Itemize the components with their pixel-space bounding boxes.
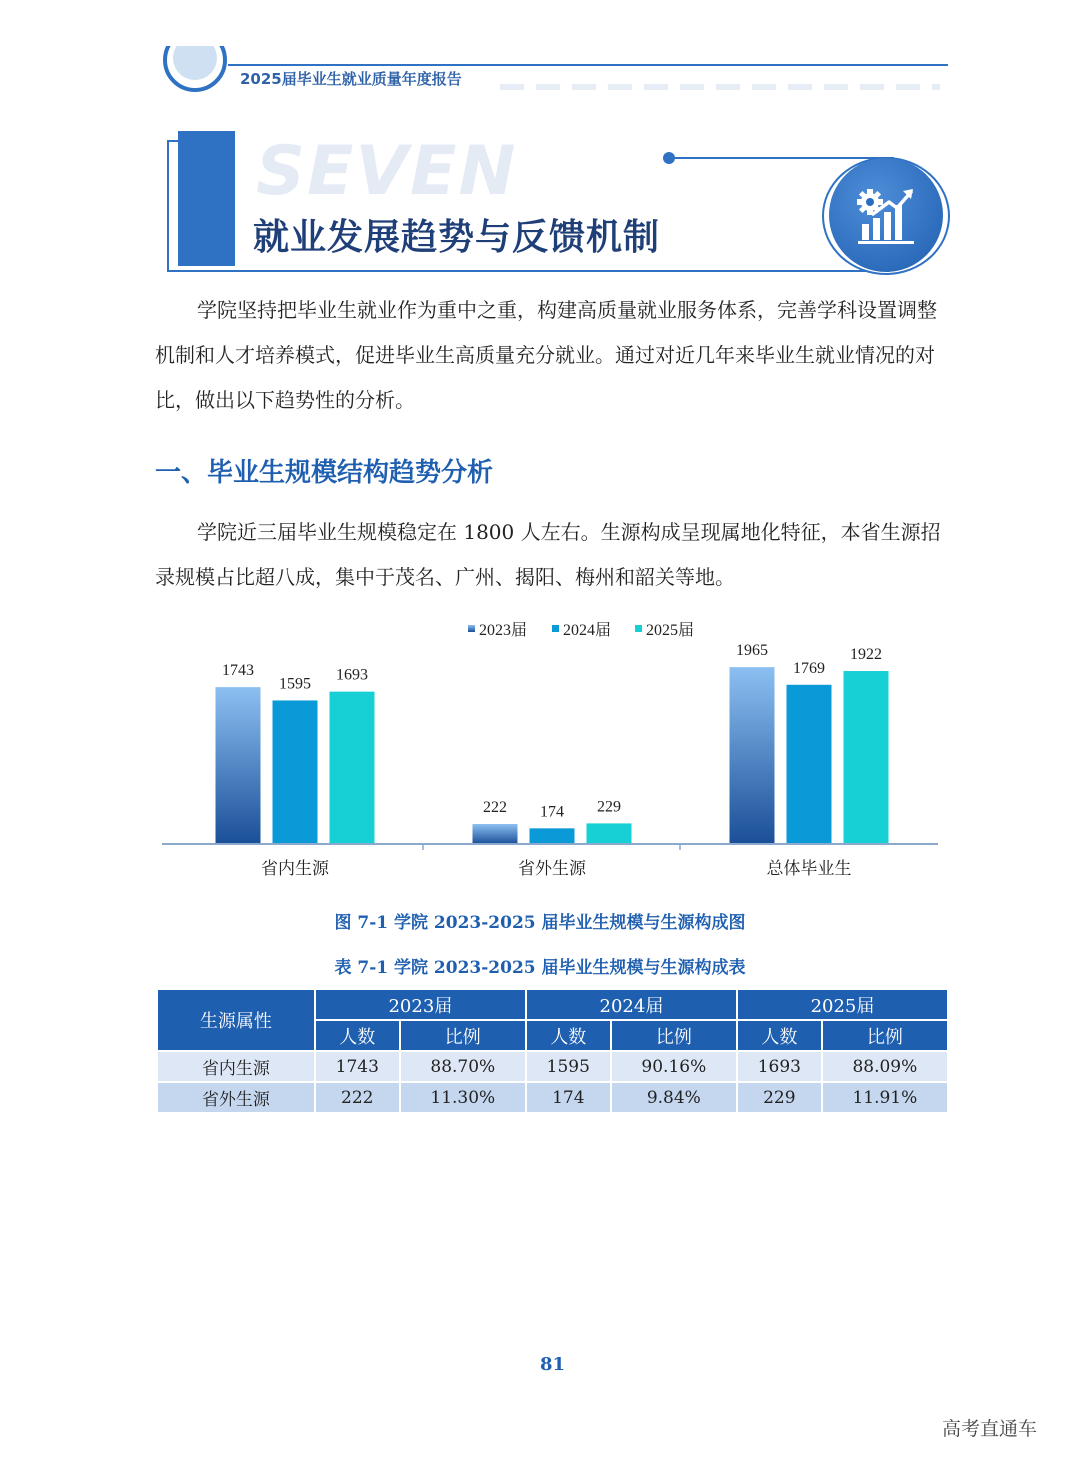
table-sub-header: 人数: [526, 1020, 611, 1051]
category-label: 省内生源: [261, 859, 329, 879]
table-cell: 1693: [737, 1051, 822, 1082]
category-label: 总体毕业生: [766, 859, 852, 879]
enrollment-table: [156, 988, 949, 1114]
table-sub-header: 比例: [611, 1020, 737, 1051]
table-year-header: 2023届: [315, 989, 526, 1020]
row-label: 省外生源: [157, 1082, 315, 1113]
table-corner-header: 生源属性: [157, 989, 315, 1051]
table-sub-header: 人数: [315, 1020, 400, 1051]
bar-value-label: 229: [597, 798, 621, 816]
table-cell: 90.16%: [611, 1051, 737, 1082]
table-cell: 9.84%: [611, 1082, 737, 1113]
banner-bottom-rule: [167, 270, 867, 272]
intro-paragraph: 学院坚持把毕业生就业作为重中之重，构建高质量就业服务体系，完善学科设置调整机制和人才培养模式，促进毕业生高质量充分就业。通过对近几年来毕业生就业情况的对比，做出以下趋势性的分析。: [155, 298, 937, 412]
table-cell: 1743: [315, 1051, 400, 1082]
legend-label: 2025届: [646, 622, 695, 639]
watermark-text: 高考直通车: [942, 1418, 1038, 1440]
figure-caption: 图 7-1 学院 2023-2025 届毕业生规模与生源构成图: [334, 913, 746, 933]
table-cell: 88.09%: [822, 1051, 948, 1082]
table-cell: 1595: [526, 1051, 611, 1082]
gear-chart-growth-icon: [829, 158, 943, 272]
report-title: 2025届毕业生就业质量年度报告: [240, 70, 462, 88]
bar: [844, 671, 889, 844]
header-dotted-band: [500, 84, 940, 90]
table-cell: 174: [526, 1082, 611, 1113]
bar: [216, 687, 261, 844]
bar: [587, 823, 632, 844]
enrollment-bar-chart: [150, 612, 950, 892]
bar: [330, 692, 375, 844]
bar-value-label: 1595: [279, 675, 311, 693]
chapter-title: 就业发展趋势与反馈机制: [253, 217, 661, 258]
bar-value-label: 174: [540, 803, 564, 821]
page-number: 81: [539, 1354, 566, 1375]
legend-swatch: [468, 625, 475, 632]
bar-value-label: 1743: [222, 662, 254, 680]
category-label: 省外生源: [518, 859, 586, 879]
bar: [787, 685, 832, 844]
section-heading: 一、毕业生规模结构趋势分析: [155, 458, 494, 488]
header-rule: [228, 64, 948, 66]
row-label: 省内生源: [157, 1051, 315, 1082]
chapter-block: [178, 131, 235, 266]
table-sub-header: 比例: [400, 1020, 526, 1051]
legend-swatch: [635, 625, 642, 632]
table-cell: 11.91%: [822, 1082, 948, 1113]
legend-swatch: [552, 625, 559, 632]
table-year-header: 2025届: [737, 989, 948, 1020]
chapter-number-word: SEVEN: [256, 132, 518, 211]
table-row: [157, 1082, 948, 1113]
bar-value-label: 1693: [336, 666, 368, 684]
table-cell: 229: [737, 1082, 822, 1113]
table-cell: 88.70%: [400, 1051, 526, 1082]
table-sub-header: 比例: [822, 1020, 948, 1051]
table-sub-header: 人数: [737, 1020, 822, 1051]
bar: [730, 667, 775, 844]
header-emblem: [163, 46, 227, 96]
table-caption: 表 7-1 学院 2023-2025 届毕业生规模与生源构成表: [334, 958, 746, 978]
bar-value-label: 1965: [736, 642, 768, 660]
table-row: [157, 1051, 948, 1082]
bar: [273, 700, 318, 844]
bar-value-label: 222: [483, 799, 507, 817]
bar: [530, 828, 575, 844]
table-cell: 222: [315, 1082, 400, 1113]
bar-value-label: 1922: [850, 646, 882, 664]
bar: [473, 824, 518, 844]
legend-label: 2023届: [479, 622, 528, 639]
table-cell: 11.30%: [400, 1082, 526, 1113]
legend-label: 2024届: [563, 622, 612, 639]
section-paragraph: 学院近三届毕业生规模稳定在 1800 人左右。生源构成呈现属地化特征，本省生源招录规模占比超八成，集中于茂名、广州、揭阳、梅州和韶关等地。: [155, 520, 941, 589]
table-year-header: 2024届: [526, 989, 737, 1020]
bar-value-label: 1769: [793, 659, 825, 677]
